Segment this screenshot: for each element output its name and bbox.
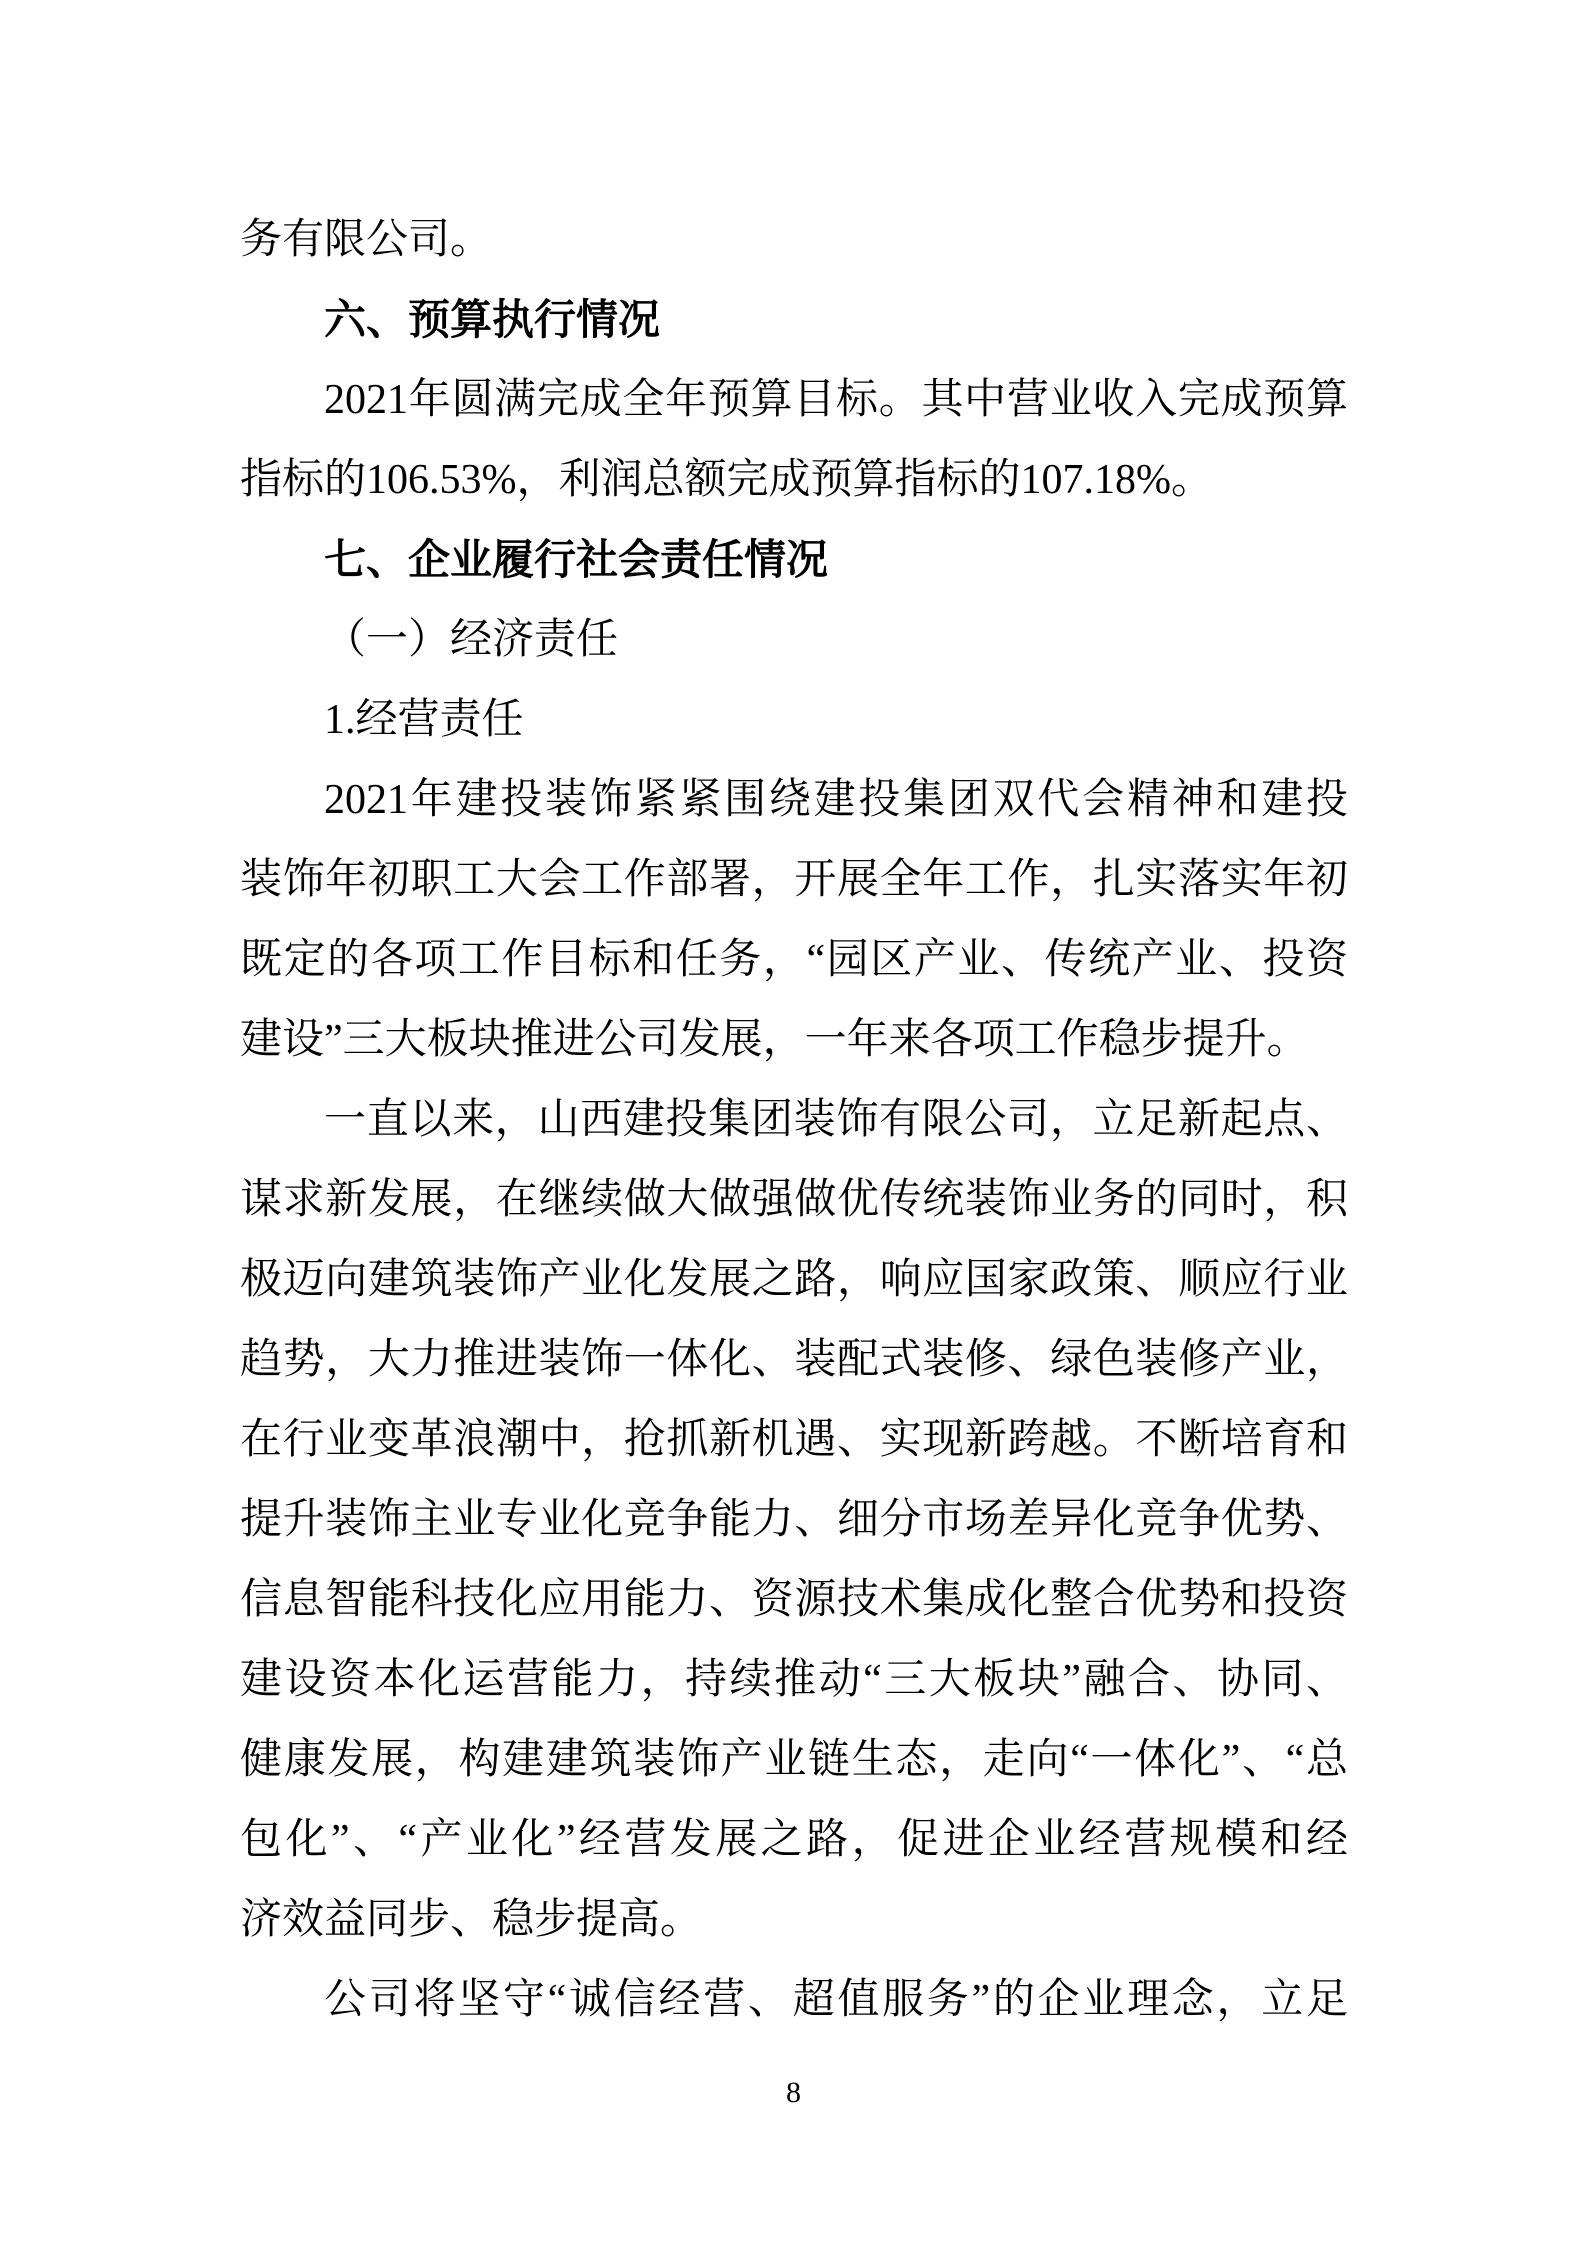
body-text-line: 指标的106.53%，利润总额完成预算指标的107.18%。 (240, 457, 1213, 503)
body-text-line: 一直以来，山西建投集团装饰有限公司，立足新起点、 (324, 1097, 1348, 1143)
body-text-line: 装饰年初职工大会工作部署，开展全年工作，扎实落实年初 (240, 857, 1348, 903)
body-text-line: 信息智能科技化应用能力、资源技术集成化整合优势和投资 (240, 1577, 1348, 1623)
body-text-line: 济效益同步、稳步提高。 (240, 1897, 703, 1943)
body-text-line: 1.经营责任 (324, 697, 524, 743)
body-text-line: 建设”三大板块推进公司发展，一年来各项工作稳步提升。 (240, 1017, 1309, 1063)
body-text-line: 务有限公司。 (240, 217, 493, 263)
body-text-line: 2021年圆满完成全年预算目标。其中营业收入完成预算 (324, 377, 1348, 423)
body-text-line: 极迈向建筑装饰产业化发展之路，响应国家政策、顺应行业 (240, 1257, 1348, 1303)
body-text-line: 趋势，大力推进装饰一体化、装配式装修、绿色装修产业， (240, 1337, 1348, 1383)
section-heading-line: 七、企业履行社会责任情况 (324, 536, 829, 583)
section-heading-line: 六、预算执行情况 (324, 296, 661, 343)
body-text-line: 健康发展，构建建筑装饰产业链生态，走向“一体化”、“总 (240, 1737, 1348, 1783)
body-text-line: （一）经济责任 (324, 617, 619, 663)
body-text-line: 既定的各项工作目标和任务，“园区产业、传统产业、投资 (240, 937, 1348, 983)
body-text-line: 提升装饰主业专业化竞争能力、细分市场差异化竞争优势、 (240, 1497, 1348, 1543)
page-number: 8 (786, 2076, 801, 2109)
body-text-line: 公司将坚守“诚信经营、超值服务”的企业理念，立足 (324, 1977, 1348, 2023)
body-text-line: 2021年建投装饰紧紧围绕建投集团双代会精神和建投 (324, 777, 1348, 823)
body-text-line: 在行业变革浪潮中，抢抓新机遇、实现新跨越。不断培育和 (240, 1417, 1348, 1463)
body-text-line: 包化”、“产业化”经营发展之路，促进企业经营规模和经 (240, 1817, 1348, 1863)
body-text-line: 谋求新发展，在继续做大做强做优传统装饰业务的同时，积 (240, 1177, 1348, 1223)
body-text-line: 建设资本化运营能力，持续推动“三大板块”融合、协同、 (240, 1657, 1348, 1703)
